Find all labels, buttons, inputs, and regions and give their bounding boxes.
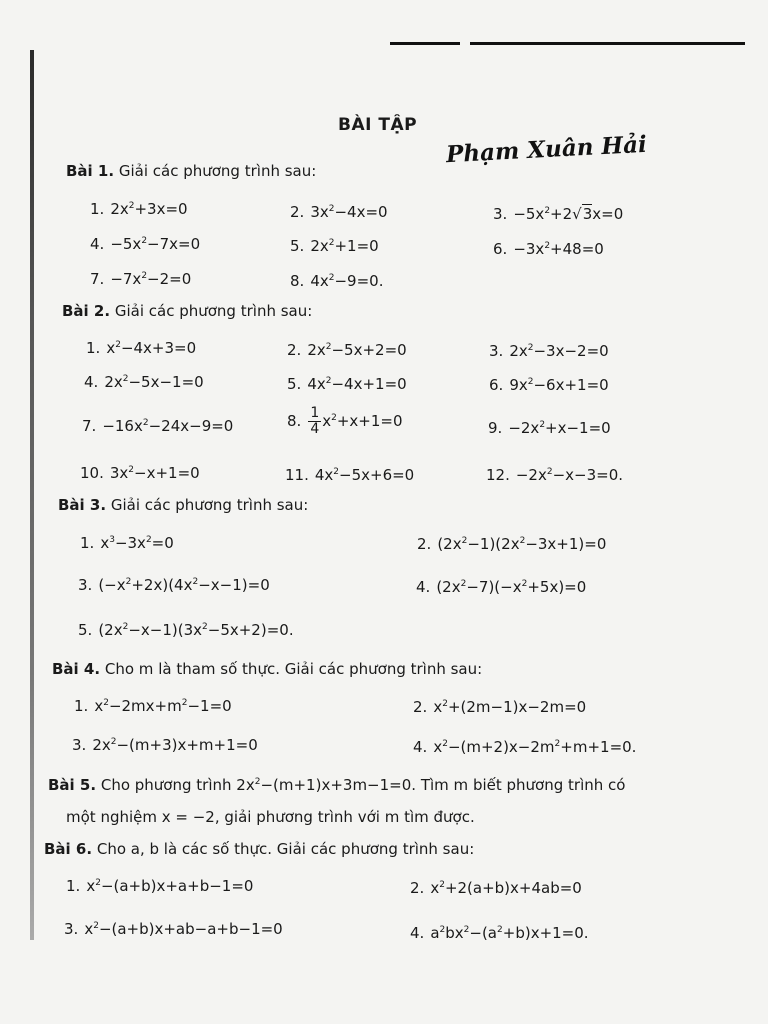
equation: 5. $4x^2-4x+1=0$ bbox=[287, 375, 407, 393]
equation: 2. $x^2+(2m-1)x-2m=0$ bbox=[413, 698, 587, 716]
equation: 5. $(2x^2-x-1)(3x^2-5x+2)=0$. bbox=[78, 621, 294, 639]
equation: 2. $3x^2-4x=0$ bbox=[290, 203, 388, 221]
equation: 5. $2x^2+1=0$ bbox=[290, 237, 379, 255]
equation: 1. $x^2-4x+3=0$ bbox=[86, 339, 197, 357]
equation: 10. $3x^2-x+1=0$ bbox=[80, 464, 200, 482]
equation: 8. $4x^2-9=0$. bbox=[290, 272, 384, 290]
equation: 3. $(-x^2+2x)(4x^2-x-1)=0$ bbox=[78, 576, 270, 594]
equation: 3. $2x^2-3x-2=0$ bbox=[489, 342, 609, 360]
scan-line-top bbox=[390, 42, 460, 45]
equation: 3. $x^2-(a+b)x+ab-a+b-1=0$ bbox=[64, 920, 283, 938]
equation: 12. $-2x^2-x-3=0$. bbox=[486, 466, 624, 484]
equation: 8. $\frac{1}{4}$ $x^2+x+1=0$ bbox=[287, 405, 403, 437]
equation: 1. $x^3-3x^2=0$ bbox=[80, 534, 174, 552]
equation: 4. $(2x^2-7)(-x^2+5x)=0$ bbox=[416, 578, 587, 596]
exercise-1-heading: Bài 1. Giải các phương trình sau: bbox=[66, 162, 317, 180]
exercise-3-heading: Bài 3. Giải các phương trình sau: bbox=[58, 496, 309, 514]
fraction: $\frac{1}{4}$ bbox=[310, 405, 320, 437]
equation: 3. $2x^2-(m+3)x+m+1=0$ bbox=[72, 736, 258, 754]
equation: 4. $a^2bx^2-(a^2+b)x+1=0$. bbox=[410, 924, 589, 942]
exercise-6-heading: Bài 6. Cho a, b là các số thực. Giải các phương trình sau: bbox=[44, 840, 475, 858]
equation: 2. $x^2+2(a+b)x+4ab=0$ bbox=[410, 879, 582, 897]
equation: 1. $x^2-(a+b)x+a+b-1=0$ bbox=[66, 877, 254, 895]
equation: 6. $-3x^2+48=0$ bbox=[493, 240, 604, 258]
equation: 2. $(2x^2-1)(2x^2-3x+1)=0$ bbox=[417, 535, 607, 553]
equation: 6. $9x^2-6x+1=0$ bbox=[489, 376, 609, 394]
equation: 11. $4x^2-5x+6=0$ bbox=[285, 466, 415, 484]
equation: 9. $-2x^2+x-1=0$ bbox=[488, 419, 611, 437]
page-title: BÀI TẬP bbox=[338, 115, 418, 135]
exercise-4-heading: Bài 4. Cho m là tham số thực. Giải các phương trình sau: bbox=[52, 660, 483, 678]
scan-shadow-left bbox=[30, 50, 34, 940]
equation: 4. $-5x^2-7x=0$ bbox=[90, 235, 201, 253]
equation: 3. $-5x^2+2√3x=0$ bbox=[493, 205, 624, 223]
equation: 7. $-16x^2-24x-9=0$ bbox=[82, 417, 234, 435]
equation: 2. $2x^2-5x+2=0$ bbox=[287, 341, 407, 359]
exercise-5-text: Bài 5. Cho phương trình $2x^2-(m+1)x+3m-1=0$. Tìm m biết phương trình có bbox=[48, 776, 626, 794]
equation: 4. $2x^2-5x-1=0$ bbox=[84, 373, 204, 391]
equation: 1. $2x^2+3x=0$ bbox=[90, 200, 188, 218]
equation: 1. $x^2-2mx+m^2-1=0$ bbox=[74, 697, 232, 715]
equation: 7. $-7x^2-2=0$ bbox=[90, 270, 192, 288]
scan-line-top bbox=[470, 42, 745, 45]
equation: 4. $x^2-(m+2)x-2m^2+m+1=0$. bbox=[413, 738, 637, 756]
author-signature: Phạm Xuân Hải bbox=[445, 130, 648, 169]
exercise-2-heading: Bài 2. Giải các phương trình sau: bbox=[62, 302, 313, 320]
exercise-5-text-line2: một nghiệm x = −2, giải phương trình với m tìm được. bbox=[66, 808, 475, 826]
